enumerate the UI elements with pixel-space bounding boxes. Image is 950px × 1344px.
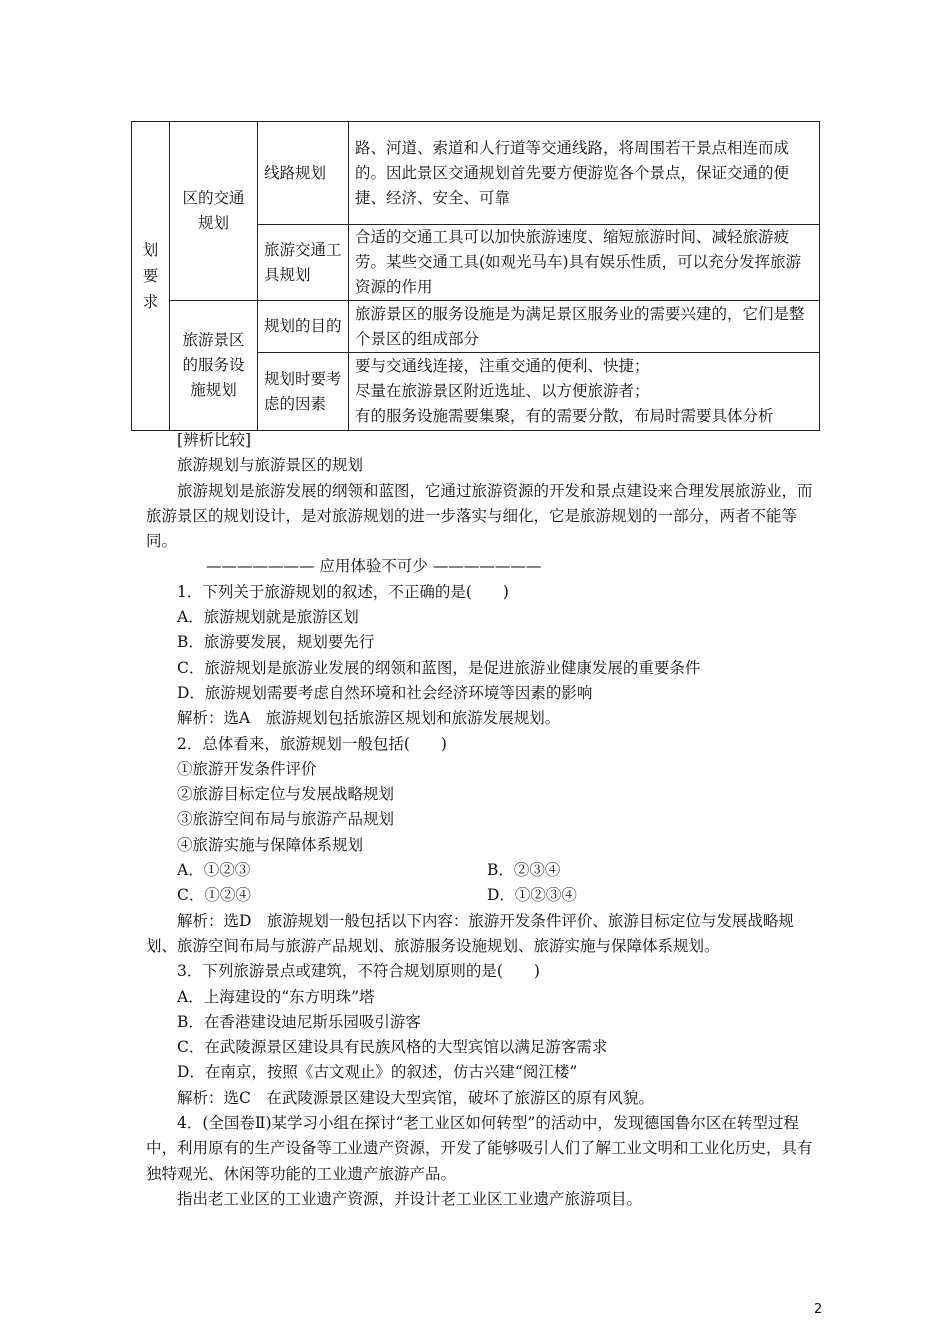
group2-label-cell bbox=[170, 301, 258, 431]
q2-option-c: C．①②④ bbox=[177, 886, 251, 905]
q1-answer: 解析：选A 旅游规划包括旅游区规划和旅游发展规划。 bbox=[177, 709, 561, 728]
q2-item: ③旅游空间布局与旅游产品规划 bbox=[177, 810, 395, 829]
analysis-tag: [辨析比较] bbox=[177, 431, 252, 449]
row-label: 线路规划 bbox=[258, 122, 349, 225]
q1-option: D．旅游规划需要考虑自然环境和社会经济环境等因素的影响 bbox=[177, 683, 593, 702]
q2-item: ①旅游开发条件评价 bbox=[177, 759, 317, 778]
q3-option: B．在香港建设迪尼斯乐园吸引游客 bbox=[177, 1012, 421, 1031]
row-text: 路、河道、索道和人行道等交通线路，将周围若干景点相连而成的。因此景区交通规划首先要方便游览各个景点，保证交通的便捷、经济、安全、可靠 bbox=[349, 122, 820, 225]
factor-line: 尽量在旅游景区附近选址、以方便旅游者； bbox=[355, 382, 650, 400]
row-label: 规划时要考虑的因素 bbox=[258, 353, 349, 431]
q2-item: ②旅游目标定位与发展战略规划 bbox=[177, 785, 395, 804]
factor-line: 要与交通线连接，注重交通的便利、快捷； bbox=[355, 357, 650, 375]
q2-stem: 2．总体看来，旅游规划一般包括( ) bbox=[177, 734, 447, 753]
analysis-body: 旅游规划是旅游发展的纲领和蓝图，它通过旅游资源的开发和景点建设来合理发展旅游业，而旅游景区的规划设计，是对旅游规划的进一步落实与细化，它是旅游规划的一部分，两者不能等同。 bbox=[146, 481, 813, 551]
left-label-cell bbox=[132, 122, 170, 431]
q3-option: C．在武陵源景区建设具有民族风格的大型宾馆以满足游客需求 bbox=[177, 1038, 608, 1057]
q3-option: A．上海建设的“东方明珠”塔 bbox=[177, 987, 375, 1006]
q2-option-b: B．②③④ bbox=[487, 861, 561, 880]
q4-stem: 4．(全国卷Ⅱ)某学习小组在探讨“老工业区如何转型”的活动中，发现德国鲁尔区在转型过程中，利用原有的生产设备等工业遗产资源，开发了能够吸引人们了解工业文明和工业化历史，具有独特观光、休闲等功能的工业遗产旅游产品。 bbox=[146, 1114, 813, 1183]
q1-stem: 1．下列关于旅游规划的叙述，不正确的是( ) bbox=[177, 582, 509, 601]
q2-option-d: D．①②③④ bbox=[487, 886, 577, 905]
factor-line: 有的服务设施需要集聚，有的需要分散，布局时需要具体分析 bbox=[355, 407, 774, 425]
group1-label-cell bbox=[170, 122, 258, 301]
q1-option: A．旅游规划就是旅游区划 bbox=[177, 608, 359, 627]
page-number: 2 bbox=[814, 1302, 823, 1317]
q2-options-row bbox=[146, 883, 820, 908]
row-label: 规划的目的 bbox=[258, 301, 349, 353]
section-divider: ——————— 应用体验不可少 ——————— bbox=[206, 557, 542, 576]
q3-stem: 3．下列旅游景点或建筑，不符合规划原则的是( ) bbox=[177, 962, 540, 981]
row-text-multiline bbox=[349, 353, 820, 431]
analysis-title: 旅游规划与旅游景区的规划 bbox=[177, 456, 364, 475]
group1-label: 区的交通规划 bbox=[182, 189, 245, 232]
q1-option: C．旅游规划是旅游业发展的纲领和蓝图，是促进旅游业健康发展的重要条件 bbox=[177, 658, 701, 677]
q2-answer: 解析：选D 旅游规划一般包括以下内容：旅游开发条件评价、旅游目标定位与发展战略规划、旅游空间布局与旅游产品规划、旅游服务设施规划、旅游实施与保障体系规划。 bbox=[146, 911, 794, 955]
planning-table bbox=[131, 121, 820, 431]
q3-option: D．在南京，按照《古文观止》的叙述，仿古兴建“阅江楼” bbox=[177, 1063, 578, 1082]
row-text: 旅游景区的服务设施是为满足景区服务业的需要兴建的，它们是整个景区的组成部分 bbox=[349, 301, 820, 353]
q3-answer: 解析：选C 在武陵源景区建设大型宾馆，破坏了旅游区的原有风貌。 bbox=[177, 1088, 654, 1107]
q2-options-row bbox=[146, 858, 820, 883]
q1-option: B．旅游要发展，规划要先行 bbox=[177, 633, 375, 652]
q4-ask: 指出老工业区的工业遗产资源，并设计老工业区工业遗产旅游项目。 bbox=[177, 1189, 643, 1208]
left-label: 划要求 bbox=[142, 241, 159, 311]
group2-label: 旅游景区的服务设施规划 bbox=[182, 331, 245, 399]
row-label: 旅游交通工具规划 bbox=[258, 225, 349, 301]
row-text: 合适的交通工具可以加快旅游速度、缩短旅游时间、减轻旅游疲劳。某些交通工具(如观光马车)具有娱乐性质，可以充分发挥旅游资源的作用 bbox=[349, 225, 820, 301]
q2-option-a: A．①②③ bbox=[177, 861, 251, 880]
body-text bbox=[146, 428, 820, 1212]
q2-item: ④旅游实施与保障体系规划 bbox=[177, 835, 364, 854]
